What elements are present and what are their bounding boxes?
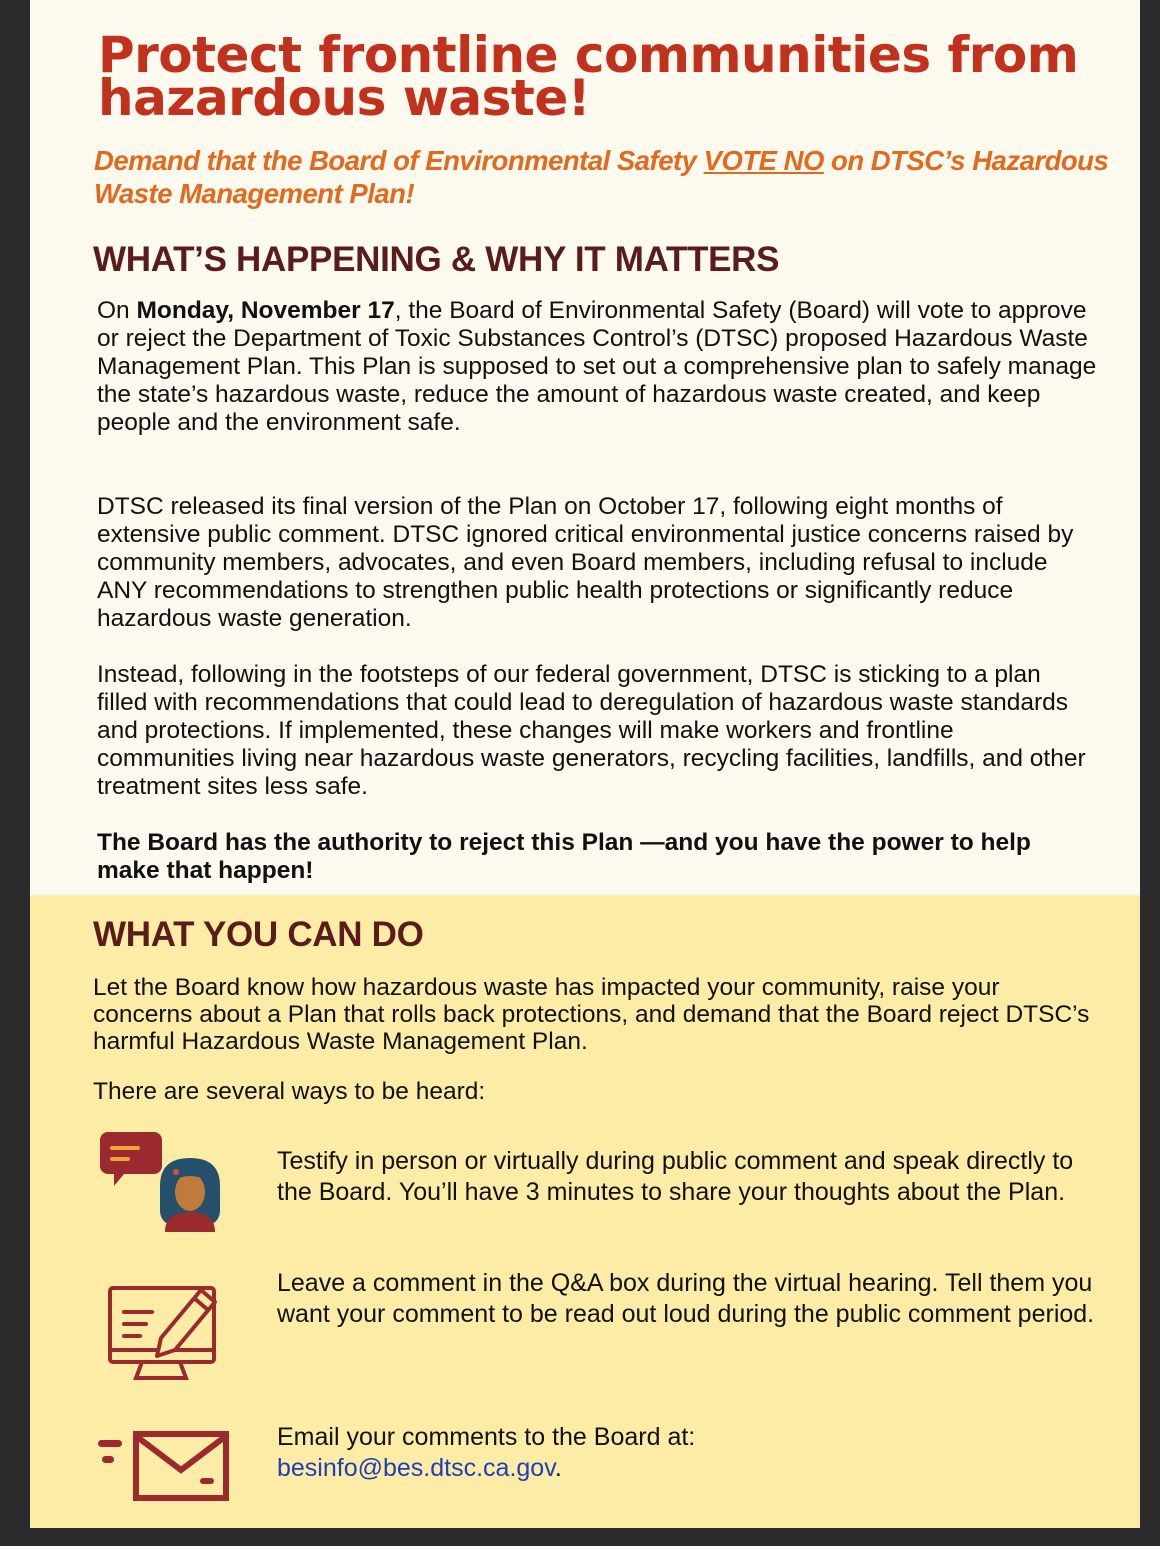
email-link[interactable]: besinfo@bes.dtsc.ca.gov [277,1454,555,1482]
page-title: Protect frontline communities from hazardous waste! [98,26,1079,127]
can-do-intro: Let the Board know how hazardous waste has impacted your community, raise your concerns about a Plan that rolls back protections, and demand that the Board reject DTSC’s harmful Hazardous Waste Management Plan. [93,974,1090,1055]
computer-pencil-icon [106,1276,218,1384]
flyer-page [30,0,1140,1528]
happening-paragraph-1 [97,297,1097,437]
p1-pre: On [97,297,137,324]
way-testify: Testify in person or virtually during public comment and speak directly to the Board. You’ll have 3 minutes to share your thoughts about the Plan. [277,1147,1074,1206]
email-prompt: Email your comments to the Board at: [277,1423,696,1451]
email-trailing-period: . [554,1454,562,1482]
way-qa-comment: Leave a comment in the Q&A box during the virtual hearing. Tell them you want your comment to be read out loud during the public comment period. [277,1269,1095,1328]
speaker-person-icon [100,1128,225,1233]
vote-date: Monday, November 17 [136,297,395,324]
happening-callout: The Board has the authority to reject this Plan —and you have the power to help make that happen! [97,829,1031,884]
p1-post: , the Board of Environmental Safety (Board) will vote to approve or reject the Department of Toxic Substances Control’s (DTSC) proposed Hazardous Waste Management Plan. This Plan is supposed to set out a comprehensive plan to safely manage the state’s hazardous waste, reduce the amount of hazardous waste created, and keep people and the environment safe. [97,297,1097,436]
ways-intro: There are several ways to be heard: [93,1078,486,1105]
happening-paragraph-3: Instead, following in the footsteps of our federal government, DTSC is sticking to a plan filled with recommendations that could lead to deregulation of hazardous waste standards and protections. If implemented, these changes will make workers and frontline communities living near hazardous waste generators, recycling facilities, landfills, and other treatment sites less safe. [97,661,1086,800]
can-do-heading: WHAT YOU CAN DO [93,915,424,954]
vote-no-emphasis: VOTE NO [703,145,824,176]
subtitle-prefix: Demand that the Board of Environmental Safety [94,145,704,176]
subtitle-suffix: on DTSC’s Hazardous Waste Management Plan! [94,145,1109,209]
envelope-icon [96,1426,232,1504]
subtitle [94,144,1114,210]
happening-heading: WHAT’S HAPPENING & WHY IT MATTERS [93,240,780,279]
way-email [277,1422,1097,1484]
happening-paragraph-2: DTSC released its final version of the Plan on October 17, following eight months of extensive public comment. DTSC ignored critical environmental justice concerns raised by community members, advocates, and even Board members, including refusal to include ANY recommendations to strengthen public health protections or significantly reduce hazardous waste generation. [97,493,1074,632]
